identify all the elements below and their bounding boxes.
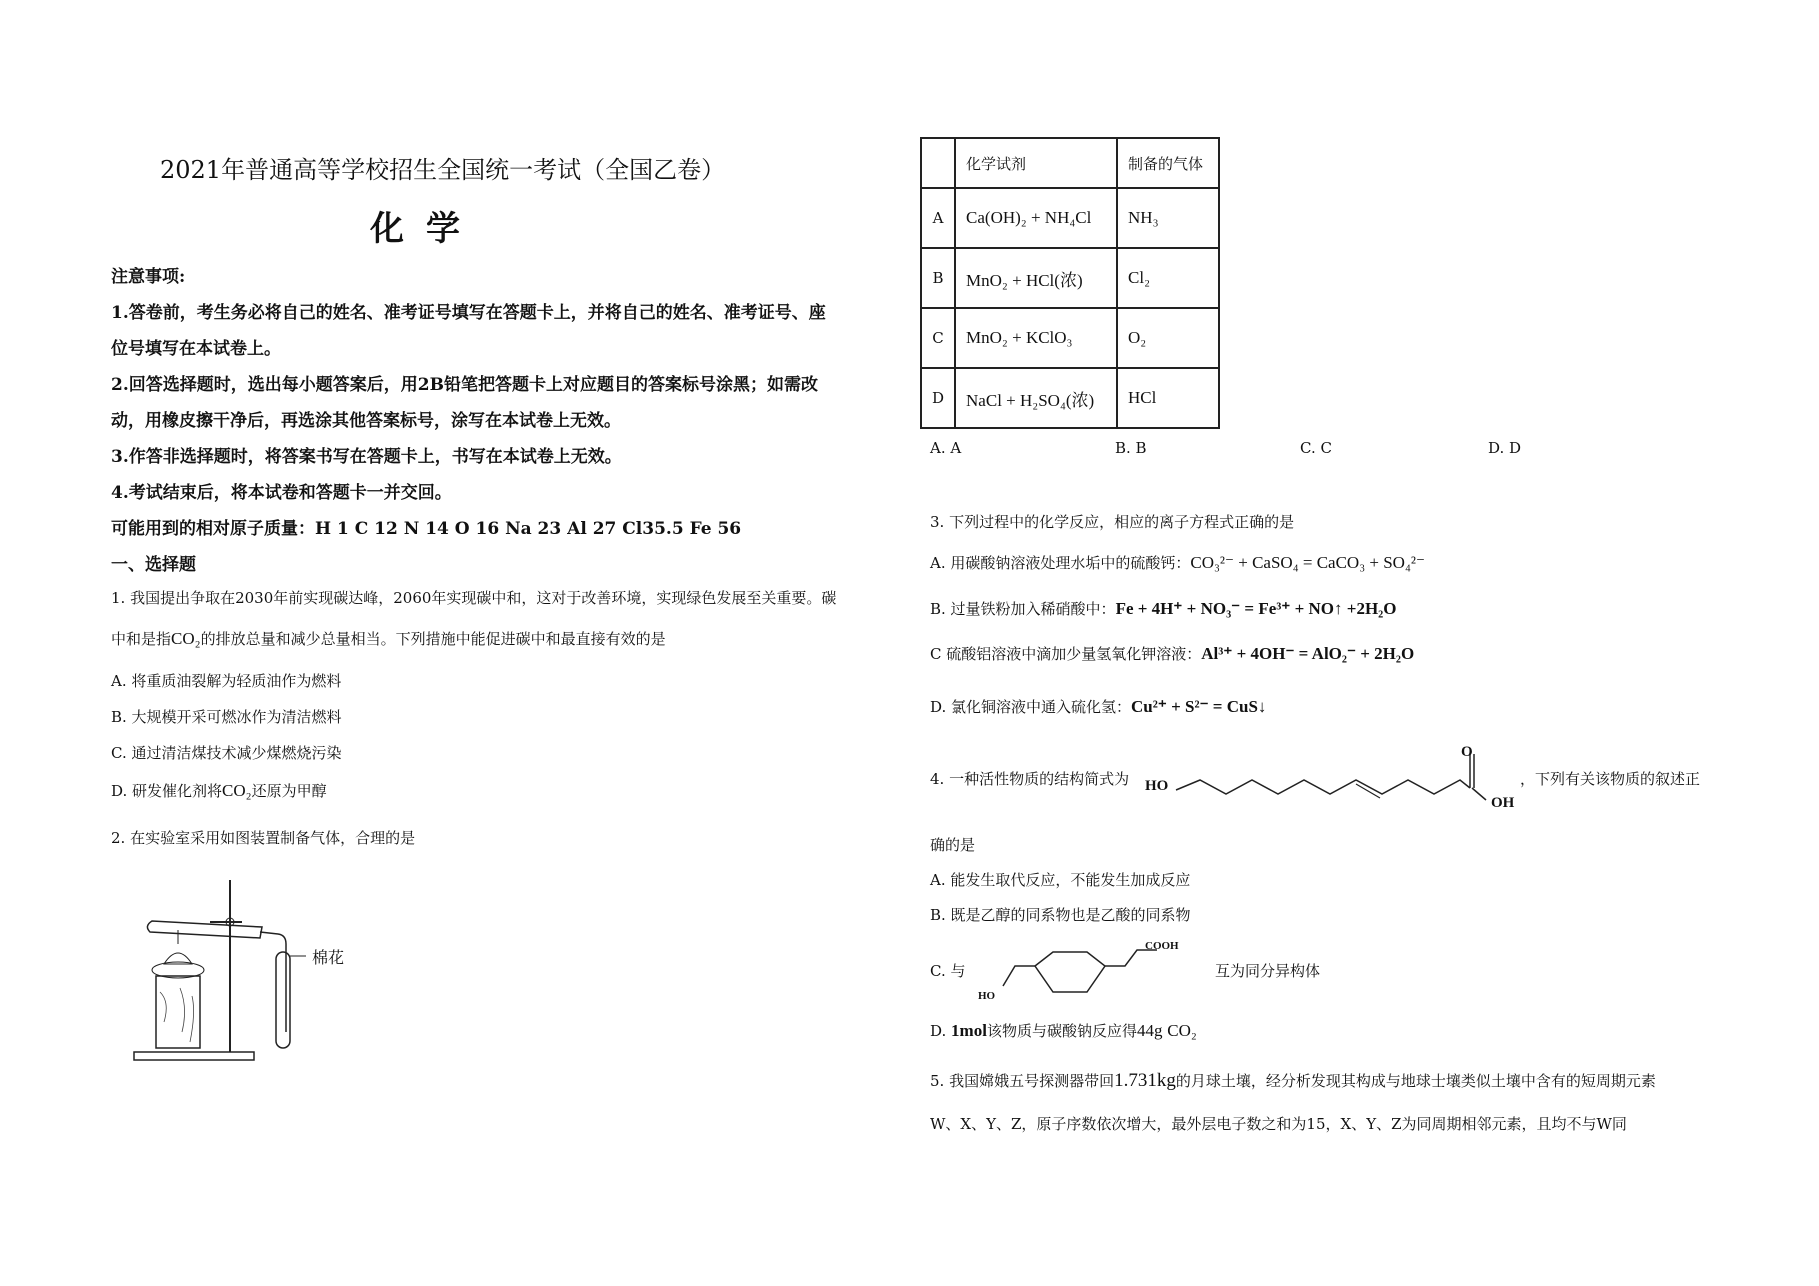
table-cell-corner	[921, 138, 955, 188]
table-header-reagent: 化学试剂	[955, 138, 1117, 188]
table-opt: A	[921, 188, 955, 248]
table-gas: HCl	[1117, 368, 1219, 428]
q2-answer-c: C. C	[1300, 439, 1332, 457]
table-row	[921, 308, 1219, 368]
q4-option-c-post: 互为同分异构体	[1215, 962, 1321, 980]
notice-line-4: 动，用橡皮擦干净后，再选涂其他答案标号，涂写在本试卷上无效。	[111, 411, 621, 431]
notice-line-2: 位号填写在本试卷上。	[111, 339, 281, 359]
table-row	[921, 188, 1219, 248]
formula: CO₂	[171, 629, 201, 648]
struct-label-o: O	[1461, 744, 1473, 760]
notice-line-3: 2.回答选择题时，选出每小题答案后，用2B铅笔把答题卡上对应题目的答案标号涂黑；如需改	[111, 375, 818, 395]
q4-stem-line2: 确的是	[930, 836, 976, 854]
table-row	[921, 248, 1219, 308]
table-reagent: MnO₂ + HCl(浓)	[955, 248, 1117, 308]
q1-option-b: B. 大规模开采可燃冰作为清洁燃料	[111, 708, 342, 726]
q2-stem: 2. 在实验室采用如图装置制备气体，合理的是	[111, 829, 416, 847]
q4-option-d: D. 1mol该物质与碳酸钠反应得44g CO₂	[930, 1021, 1197, 1040]
q1-option-c: C. 通过清洁煤技术减少煤燃烧污染	[111, 744, 342, 762]
q4-option-b: B. 既是乙醇的同系物也是乙酸的同系物	[930, 906, 1191, 924]
q1-stem-line1: 1. 我国提出争取在2030年前实现碳达峰，2060年实现碳中和，这对于改善环境，实现绿色发展至关重要。碳	[111, 589, 837, 607]
q4-stem-pre: 4. 一种活性物质的结构简式为	[930, 770, 1130, 788]
q3-option-b: B. 过量铁粉加入稀硝酸中：Fe + 4H⁺ + NO₃⁻ = Fe³⁺ + NO↑ +2H₂O	[930, 599, 1397, 618]
q1-option-a: A. 将重质油裂解为轻质油作为燃料	[111, 672, 342, 690]
table-gas: NH₃	[1117, 188, 1219, 248]
q4-option-c-pre: C. 与	[930, 962, 966, 980]
q1-stem-line2: 中和是指CO₂的排放总量和减少总量相当。下列措施中能促进碳中和最直接有效的是	[111, 629, 666, 648]
q1-option-d: D. 研发催化剂将CO₂还原为甲醇	[111, 781, 327, 800]
q5-line1: 5. 我国嫦娥五号探测器带回1.731kg的月球土壤，经分析发现其构成与地球士壤类似土壤中含有的短周期元素	[930, 1070, 1656, 1091]
q3-stem: 3. 下列过程中的化学反应，相应的离子方程式正确的是	[930, 513, 1295, 531]
table-header-gas: 制备的气体	[1117, 138, 1219, 188]
notice-line-1: 1.答卷前，考生务必将自己的姓名、准考证号填写在答题卡上，并将自己的姓名、准考证号、座	[111, 303, 826, 323]
exam-title: 2021年普通高等学校招生全国统一考试（全国乙卷）	[160, 156, 726, 184]
struct-label-cooh: COOH	[1145, 940, 1179, 952]
q2-answer-d: D. D	[1488, 439, 1522, 457]
q4-option-a: A. 能发生取代反应，不能发生加成反应	[930, 871, 1191, 889]
table-reagent: NaCl + H₂SO₄(浓)	[955, 368, 1117, 428]
cotton-label: 棉花	[312, 948, 345, 967]
q3-option-d: D. 氯化铜溶液中通入硫化氢：Cu²⁺ + S²⁻ = CuS↓	[930, 697, 1267, 716]
q2-answer-a: A. A	[930, 439, 962, 457]
notice-heading: 注意事项:	[111, 267, 186, 287]
notice-line-6: 4.考试结束后，将本试卷和答题卡一并交回。	[111, 483, 452, 503]
struct-label-ho: HO	[1145, 778, 1169, 794]
table-header-row	[921, 138, 1219, 188]
table-opt: D	[921, 368, 955, 428]
table-row	[921, 368, 1219, 428]
section-heading: 一、选择题	[111, 555, 196, 575]
q5-line2: W、X、Y、Z，原子序数依次增大，最外层电子数之和为15，X、Y、Z为同周期相邻元素，且均不与W同	[930, 1115, 1627, 1133]
notice-line-5: 3.作答非选择题时，将答案书写在答题卡上，书写在本试卷上无效。	[111, 447, 622, 467]
table-gas: O₂	[1117, 308, 1219, 368]
q3-option-a: A. 用碳酸钠溶液处理水垢中的硫酸钙：CO₃²⁻ + CaSO₄ = CaCO₃ + SO₄²⁻	[930, 553, 1425, 572]
q2-answer-b: B. B	[1115, 439, 1147, 457]
q4-stem-post: ，下列有关该物质的叙述正	[1520, 770, 1701, 788]
table-reagent: MnO₂ + KClO₃	[955, 308, 1117, 368]
table-reagent: Ca(OH)₂ + NH₄Cl	[955, 188, 1117, 248]
subject-title: 化学	[370, 209, 482, 249]
table-opt: B	[921, 248, 955, 308]
apparatus-figure	[130, 872, 390, 1072]
q3-option-c: C 硫酸铝溶液中滴加少量氢氧化钾溶液：Al³⁺ + 4OH⁻ = AlO₂⁻ + 2H₂O	[930, 644, 1415, 663]
atomic-masses: 可能用到的相对原子质量：H 1 C 12 N 14 O 16 Na 23 Al 27 Cl35.5 Fe 56	[111, 519, 742, 539]
reagents-table	[920, 137, 1220, 429]
struct-label-ho2: HO	[978, 990, 996, 1002]
struct-label-oh: OH	[1491, 795, 1515, 811]
table-gas: Cl₂	[1117, 248, 1219, 308]
table-opt: C	[921, 308, 955, 368]
